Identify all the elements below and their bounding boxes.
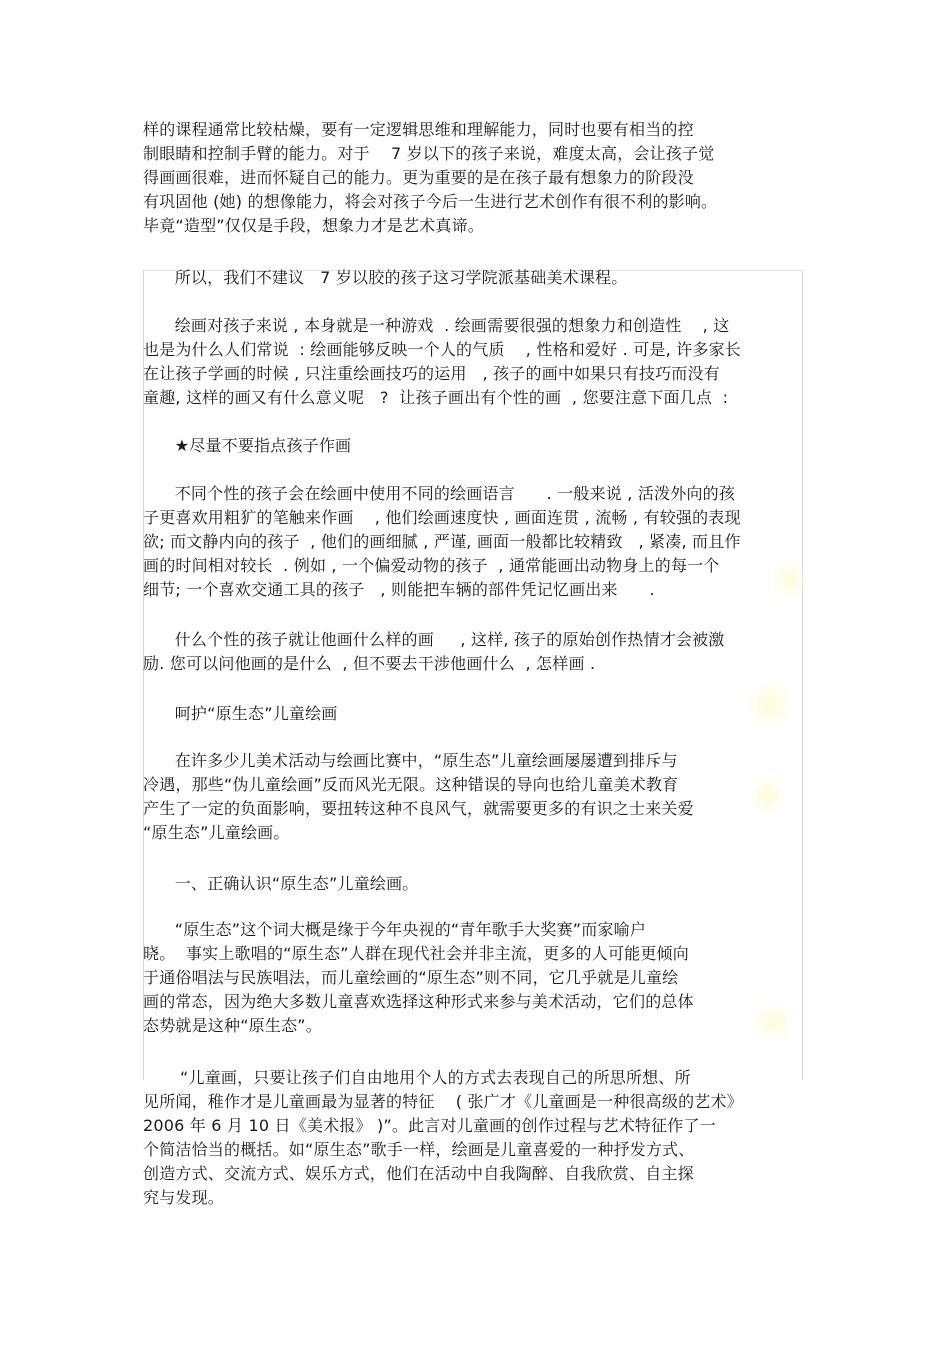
text-line: 在让孩子学画的时候 , 只注重绘画技巧的运用 , 孩子的画中如果只有技巧而没有	[143, 364, 720, 383]
text-line: 呵护“原生态”儿童绘画	[143, 704, 338, 723]
text-line: 晓。 事实上歌唱的“原生态”人群在现代社会并非主流，更多的人可能更倾向	[143, 944, 689, 963]
text-line: 所以，我们不建议 7 岁以胶的孩子这习学院派基础美术课程。	[143, 268, 628, 287]
text-line: 在许多少儿美术活动与绘画比赛中，“原生态”儿童绘画屡屡遭到排斥与	[143, 751, 678, 770]
paragraph-word	[143, 918, 803, 1038]
text-line: 不同个性的孩子会在绘画中使用不同的绘画语言 . 一般来说 , 活泼外向的孩	[143, 484, 736, 503]
text-line: 态势就是这种“原生态”。	[143, 1016, 322, 1035]
text-line: 个简洁恰当的概括。如“原生态”歌手一样，绘画是儿童喜爱的一种抒发方式、	[143, 1140, 695, 1159]
text-line: 励. 您可以问他画的是什么 , 但不要去干涉他画什么 , 怎样画 .	[143, 654, 596, 673]
text-line: 样的课程通常比较枯燥，要有一定逻辑思维和理解能力，同时也要有相当的控	[143, 120, 694, 139]
text-line: 有巩固他 (她) 的想像能力，将会对孩子今后一生进行艺术创作有很不利的影响。	[143, 192, 718, 211]
text-line: 细节; 一个喜欢交通工具的孩子 , 则能把车辆的部件凭记忆画出来 .	[143, 580, 655, 599]
text-line: 冷遇，那些“伪儿童绘画”反而风光无限。这种错误的导向也给儿童美术教育	[143, 775, 679, 794]
text-line: “原生态”这个词大概是缘于今年央视的“青年歌手大奖赛”而家喻户	[143, 920, 647, 939]
text-line: 于通俗唱法与民族唱法，而儿童绘画的“原生态”则不同，它几乎就是儿童绘	[143, 968, 679, 987]
text-line: 画的时间相对较长 . 例如 , 一个偏爱动物的孩子 , 通常能画出动物身上的每一个	[143, 556, 720, 575]
text-line: 产生了一定的负面影响，要扭转这种不良风气，就需要更多的有识之士来关爱	[143, 799, 694, 818]
text-line: 也是为什么人们常说 : 绘画能够反映一个人的气质 , 性格和爱好 . 可是, 许多家长	[143, 340, 741, 359]
paragraph-heading-one	[143, 872, 803, 896]
text-line: 子更喜欢用粗犷的笔触来作画 , 他们绘画速度快 , 画面连贯 , 流畅 , 有较强的表现	[143, 508, 741, 527]
paragraph-protect-heading	[143, 702, 803, 726]
text-line: 画的常态，因为绝大多数儿童喜欢选择这种形式来参与美术活动，它们的总体	[143, 992, 694, 1011]
paragraph-personality	[143, 482, 803, 602]
paragraph-quote	[143, 1066, 803, 1210]
paragraph-game	[143, 314, 803, 410]
text-line: 欲; 而文静内向的孩子 , 他们的画细腻 , 严谨, 画面一般都比较精致 , 紧凑, 而且作	[143, 532, 741, 551]
paragraph-draw	[143, 628, 803, 676]
text-line: “原生态”儿童绘画。	[143, 823, 290, 842]
text-line: 究与发现。	[143, 1188, 225, 1207]
text-line: 2006 年 6 月 10 日《美术报》 )”。此言对儿童画的创作过程与艺术特征作了一	[143, 1116, 716, 1135]
text-line: 得画画很难，进而怀疑自己的能力。更为重要的是在孩子最有想象力的阶段没	[143, 168, 694, 187]
text-line: 毕竟“造型”仅仅是手段，想象力才是艺术真谛。	[143, 216, 484, 235]
paragraph-contest	[143, 749, 803, 845]
text-line: 童趣, 这样的画又有什么意义呢 ? 让孩子画出有个性的画 , 您要注意下面几点 :	[143, 388, 729, 407]
paragraph-intro	[143, 118, 803, 238]
paragraph-star-heading	[143, 434, 803, 458]
text-line: “儿童画，只要让孩子们自由地用个人的方式去表现自己的所思所想、所	[143, 1068, 691, 1087]
text-line: ★尽量不要指点孩子作画	[143, 436, 352, 455]
text-line: 制眼睛和控制手臂的能力。对于 7 岁以下的孩子来说，难度太高，会让孩子觉	[143, 144, 715, 163]
text-line: 见所闻，稚作才是儿童画最为显著的特征 ( 张广才《儿童画是一种很高级的艺术》	[143, 1092, 743, 1111]
paragraph-so	[143, 266, 803, 290]
text-line: 绘画对孩子来说 , 本身就是一种游戏 . 绘画需要很强的想象力和创造性 , 这	[143, 316, 730, 335]
text-line: 创造方式、交流方式、娱乐方式，他们在活动中自我陶醉、自我欣赏、自主探	[143, 1164, 694, 1183]
text-line: 什么个性的孩子就让他画什么样的画 , 这样, 孩子的原始创作热情才会被激	[143, 630, 725, 649]
text-line: 一、正确认识“原生态”儿童绘画。	[143, 874, 419, 893]
